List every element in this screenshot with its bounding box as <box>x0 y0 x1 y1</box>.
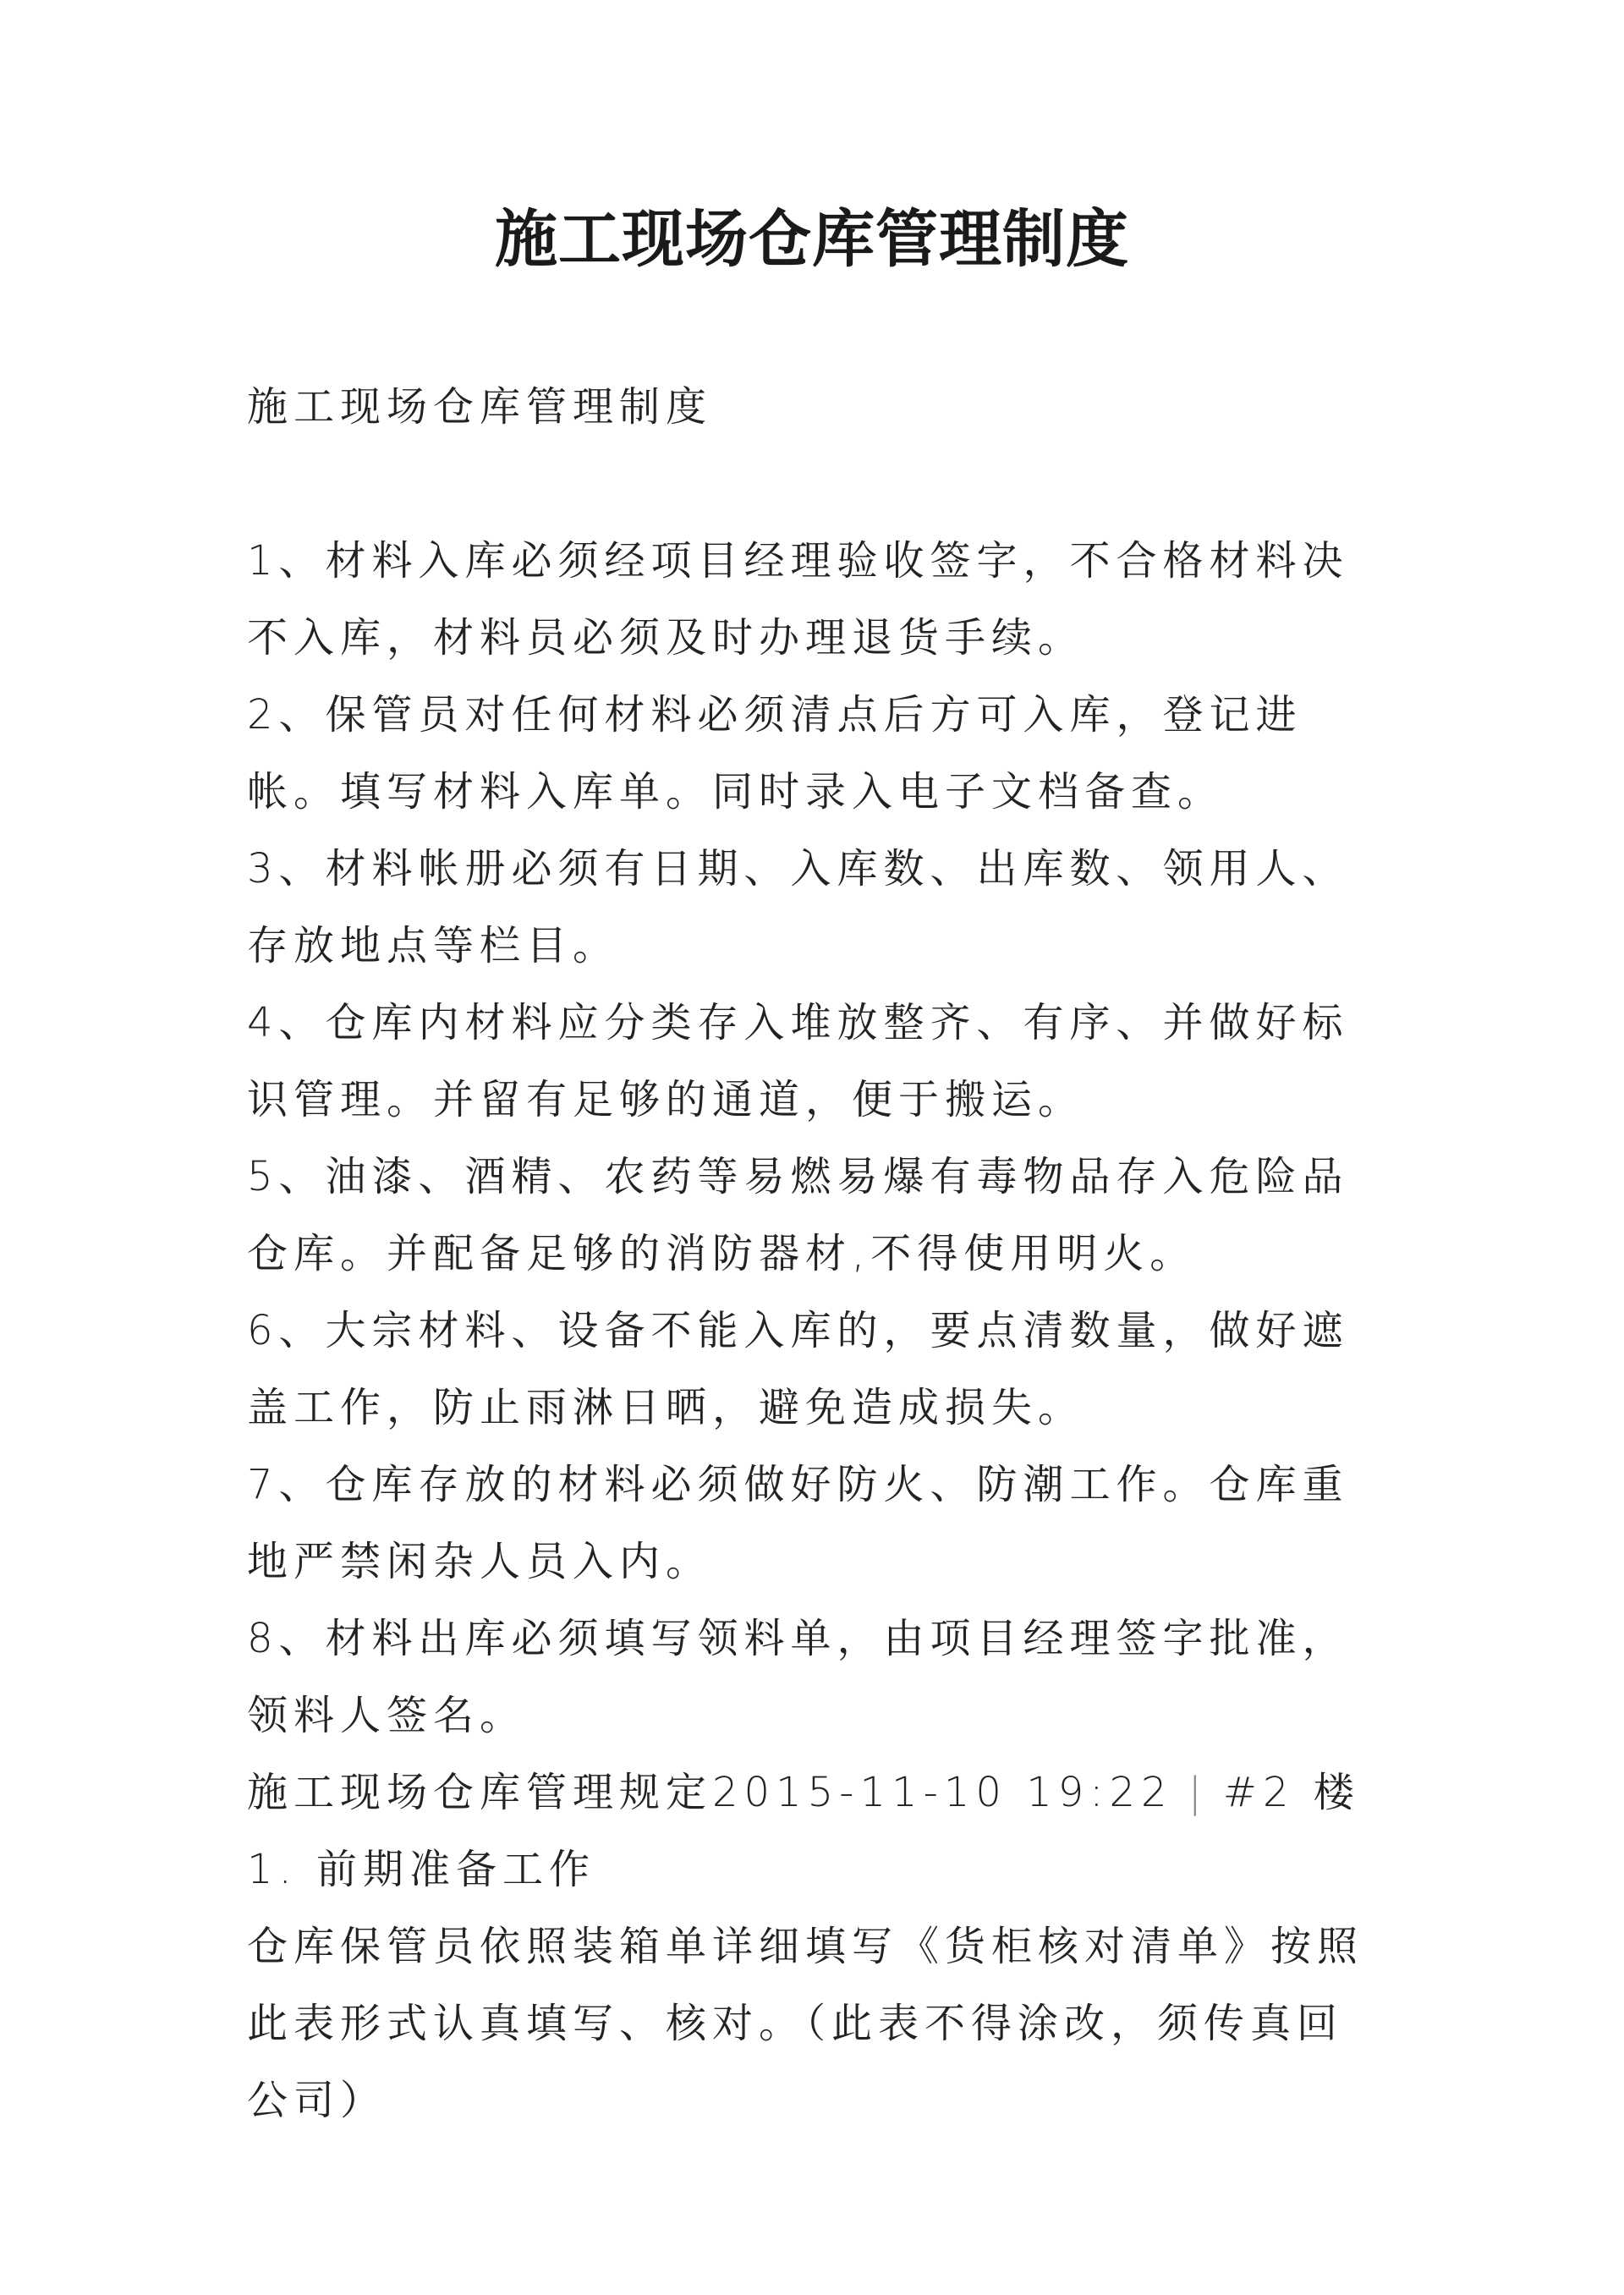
post-separator: | <box>1188 1769 1208 1816</box>
rule-item-5: 5、油漆、酒精、农药等易燃易爆有毒物品存入危险品仓库。并配备足够的消防器材,不得使用明火。 <box>247 1153 1349 1277</box>
document-body <box>247 369 1389 2139</box>
post-heading: 施工现场仓库管理规定 <box>247 1769 713 1816</box>
rule-item-4: 4、仓库内材料应分类存入堆放整齐、有序、并做好标识管理。并留有足够的通道，便于搬运。 <box>247 999 1349 1123</box>
rule-item-7: 7、仓库存放的材料必须做好防火、防潮工作。仓库重地严禁闲杂人员入内。 <box>247 1461 1349 1585</box>
document-subtitle: 施工现场仓库管理制度 <box>247 383 713 431</box>
post-timestamp: 2015-11-10 19:22 <box>712 1769 1173 1816</box>
document-title: 施工现场仓库管理制度 <box>495 203 1129 276</box>
rule-item-8: 8、材料出库必须填写领料单，由项目经理签字批准，领料人签名。 <box>247 1615 1349 1739</box>
section-heading: 1. 前期准备工作 <box>247 1846 596 1893</box>
rule-item-3: 3、材料帐册必须有日期、入库数、出库数、领用人、存放地点等栏目。 <box>247 845 1349 969</box>
rule-item-2: 2、保管员对任何材料必须清点后方可入库，登记进帐。填写材料入库单。同时录入电子文档备查。 <box>247 691 1303 815</box>
rule-item-1: 1、材料入库必须经项目经理验收签字，不合格材料决不入库，材料员必须及时办理退货手续。 <box>247 537 1349 662</box>
post-line <box>247 1754 1389 1831</box>
rule-item-6: 6、大宗材料、设备不能入库的，要点清数量，做好遮盖工作，防止雨淋日晒，避免造成损失。 <box>247 1307 1349 1431</box>
section-body: 仓库保管员依照装箱单详细填写《货柜核对清单》按照此表形式认真填写、核对。（此表不得涂改，须传真回公司） <box>247 1923 1364 2124</box>
post-floor: #2 楼 <box>1222 1769 1360 1816</box>
